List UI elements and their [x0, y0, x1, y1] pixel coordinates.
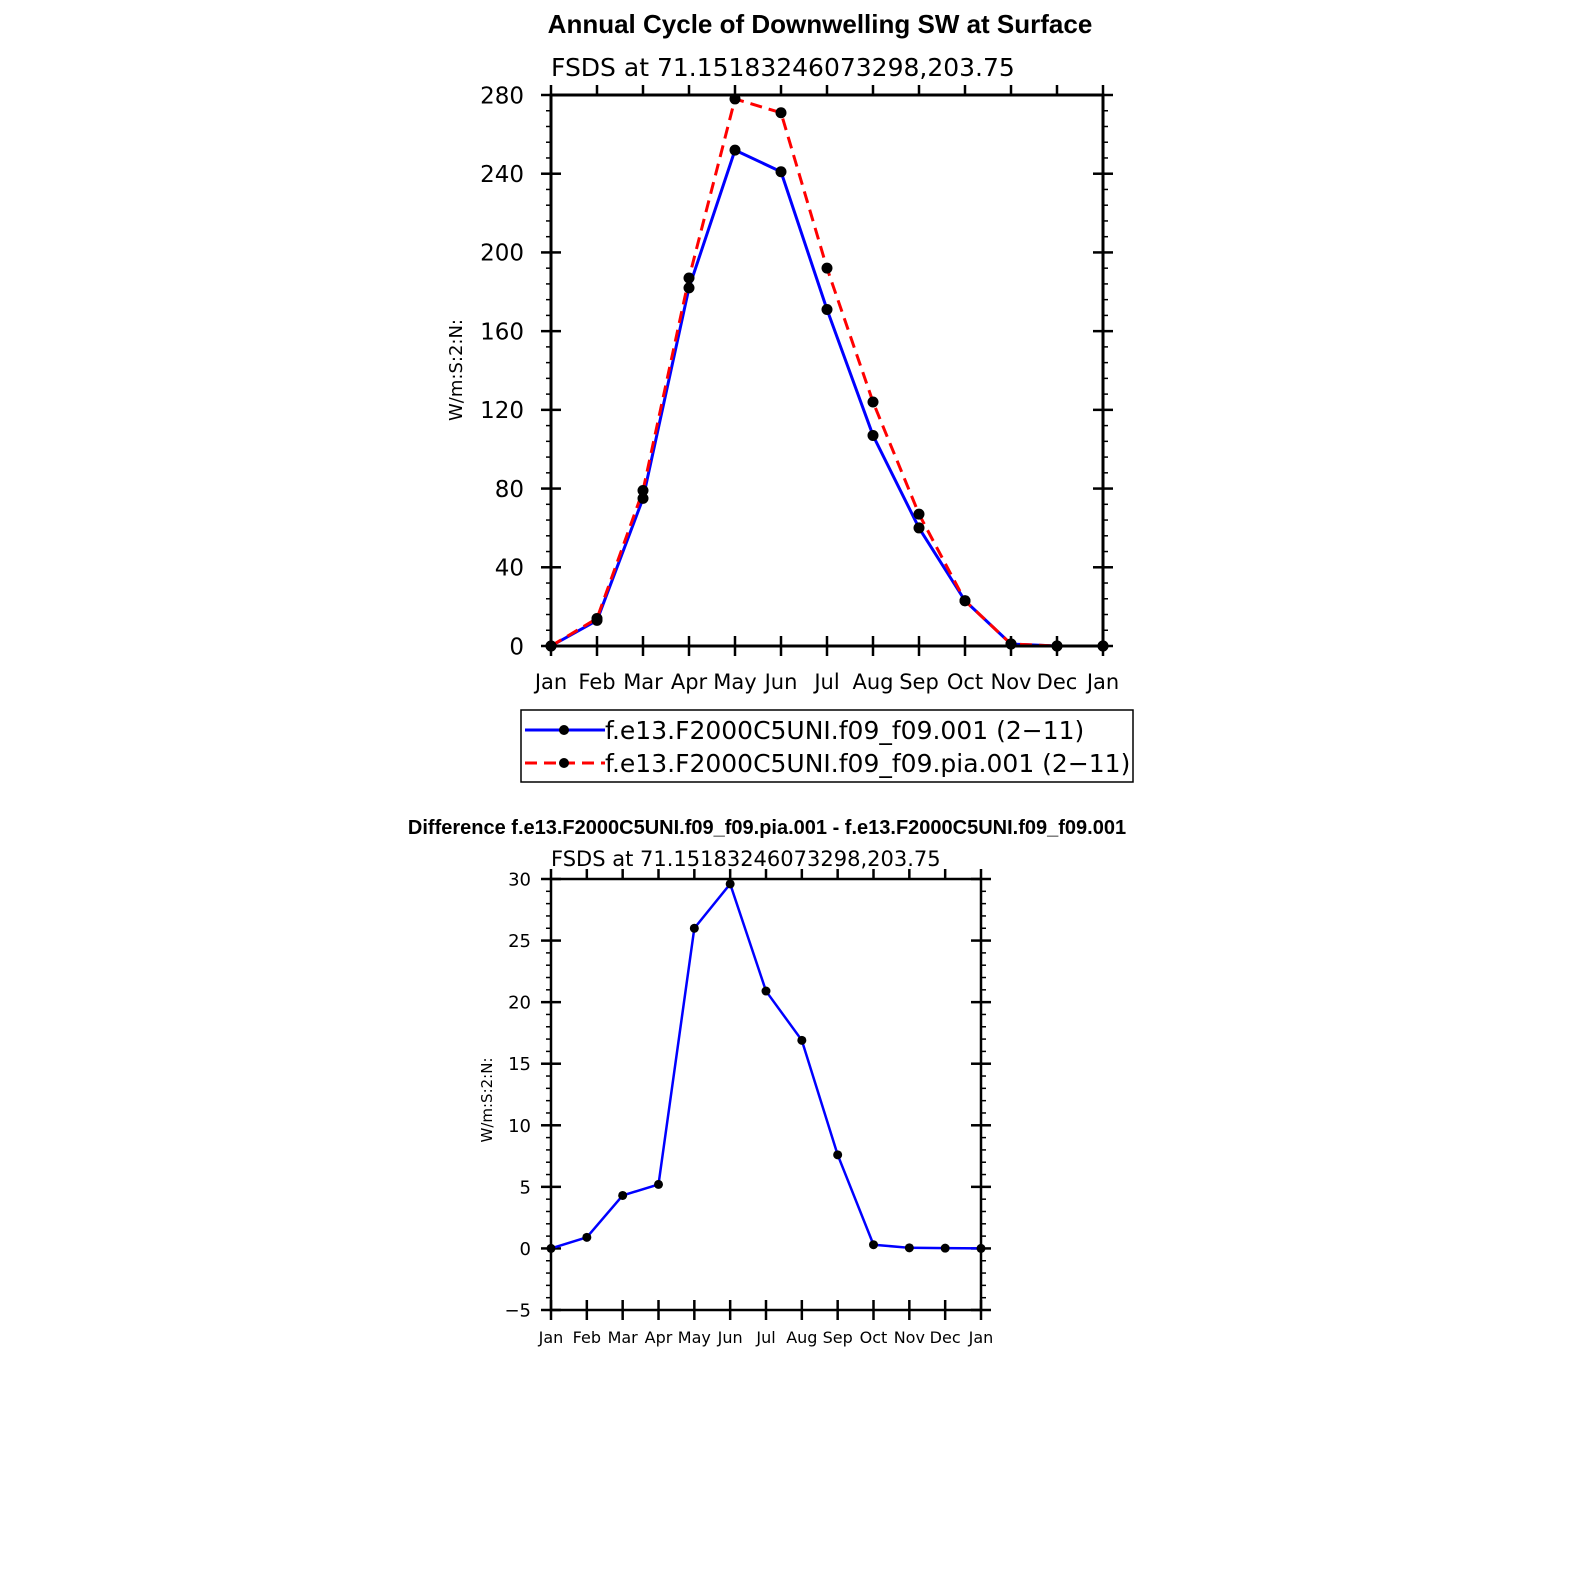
x-tick-label: Mar [623, 670, 663, 694]
chart2-ylabel: W/m:S:2:N: [478, 1057, 496, 1143]
data-point-series-2 [868, 396, 879, 407]
chart1-title: Annual Cycle of Downwelling SW at Surface [547, 9, 1093, 39]
y-tick-label: 40 [494, 555, 524, 582]
x-tick-label: Jul [814, 670, 840, 694]
data-point-series-1 [776, 166, 787, 177]
chart1-legend [521, 710, 1133, 782]
x-tick-label: May [713, 670, 757, 694]
data-point-series-2 [592, 613, 603, 624]
x-tick-label: Jul [756, 1328, 776, 1347]
x-tick-label: Nov [893, 1328, 925, 1347]
x-tick-label: Jun [764, 670, 798, 694]
x-tick-label: Oct [859, 1328, 888, 1347]
y-tick-label: −5 [504, 1300, 531, 1322]
y-tick-label: 120 [480, 398, 524, 425]
x-tick-label: Apr [670, 670, 708, 694]
data-point-series-1 [914, 522, 925, 533]
y-tick-label: 25 [508, 931, 531, 953]
legend-label-1: f.e13.F2000C5UNI.f09_f09.001 (2−11) [605, 716, 1085, 745]
x-tick-label: Jan [538, 1328, 564, 1347]
x-tick-label: Aug [852, 670, 894, 694]
y-tick-label: 30 [508, 869, 531, 891]
data-point-series-1 [833, 1150, 842, 1159]
x-tick-label: Dec [929, 1328, 961, 1347]
data-point-series-2 [638, 485, 649, 496]
data-point-series-2 [684, 273, 695, 284]
x-tick-label: Jan [534, 670, 568, 694]
data-point-series-2 [776, 107, 787, 118]
y-tick-label: 240 [480, 161, 524, 188]
legend-entry-1 [525, 716, 1084, 745]
x-tick-label: Feb [572, 1328, 601, 1347]
data-point-series-1 [730, 145, 741, 156]
chart1-subtitle: FSDS at 71.15183246073298,203.75 [551, 53, 1015, 82]
data-point-series-1 [762, 987, 771, 996]
x-tick-label: Sep [822, 1328, 853, 1347]
x-tick-label: Apr [644, 1328, 673, 1347]
y-tick-label: 5 [519, 1177, 531, 1199]
data-point-series-1 [726, 879, 735, 888]
data-point-series-1 [869, 1240, 878, 1249]
data-point-series-1 [690, 924, 699, 933]
data-point-series-1 [941, 1244, 950, 1253]
y-tick-label: 80 [494, 476, 524, 503]
x-tick-label: Mar [607, 1328, 638, 1347]
data-point-series-1 [654, 1180, 663, 1189]
y-tick-label: 20 [508, 992, 531, 1014]
y-tick-label: 15 [508, 1054, 531, 1076]
x-tick-label: Jun [717, 1328, 743, 1347]
y-tick-label: 200 [480, 240, 524, 267]
x-tick-label: Dec [1036, 670, 1078, 694]
chart1-ylabel: W/m:S:2:N: [446, 319, 467, 421]
legend-marker-2 [559, 758, 569, 768]
data-point-series-1 [582, 1233, 591, 1242]
y-tick-label: 160 [480, 319, 524, 346]
data-point-series-1 [822, 304, 833, 315]
x-tick-label: Nov [990, 670, 1032, 694]
y-tick-label: 10 [508, 1115, 531, 1137]
chart2-subtitle: FSDS at 71.15183246073298,203.75 [551, 847, 941, 871]
data-point-series-1 [905, 1243, 914, 1252]
data-point-series-1 [618, 1191, 627, 1200]
x-tick-label: May [677, 1328, 711, 1347]
chart2-title: Difference f.e13.F2000C5UNI.f09_f09.pia.001 - f.e13.F2000C5UNI.f09_f09.001 [407, 817, 1127, 839]
data-point-series-2 [914, 509, 925, 520]
x-tick-label: Oct [946, 670, 984, 694]
data-point-series-1 [684, 282, 695, 293]
data-point-series-2 [822, 263, 833, 274]
data-point-series-2 [1006, 639, 1017, 650]
x-tick-label: Feb [578, 670, 616, 694]
y-tick-label: 0 [519, 1238, 531, 1260]
legend-entry-2 [525, 749, 1130, 778]
x-tick-label: Sep [899, 670, 939, 694]
legend-marker-1 [559, 725, 569, 735]
legend-label-2: f.e13.F2000C5UNI.f09_f09.pia.001 (2−11) [605, 749, 1131, 778]
data-point-series-1 [868, 430, 879, 441]
x-tick-label: Jan [968, 1328, 994, 1347]
data-point-series-1 [797, 1036, 806, 1045]
x-tick-label: Aug [786, 1328, 818, 1347]
data-point-series-2 [960, 595, 971, 606]
y-tick-label: 280 [480, 83, 524, 110]
y-tick-label: 0 [509, 634, 524, 661]
x-tick-label: Jan [1086, 670, 1120, 694]
